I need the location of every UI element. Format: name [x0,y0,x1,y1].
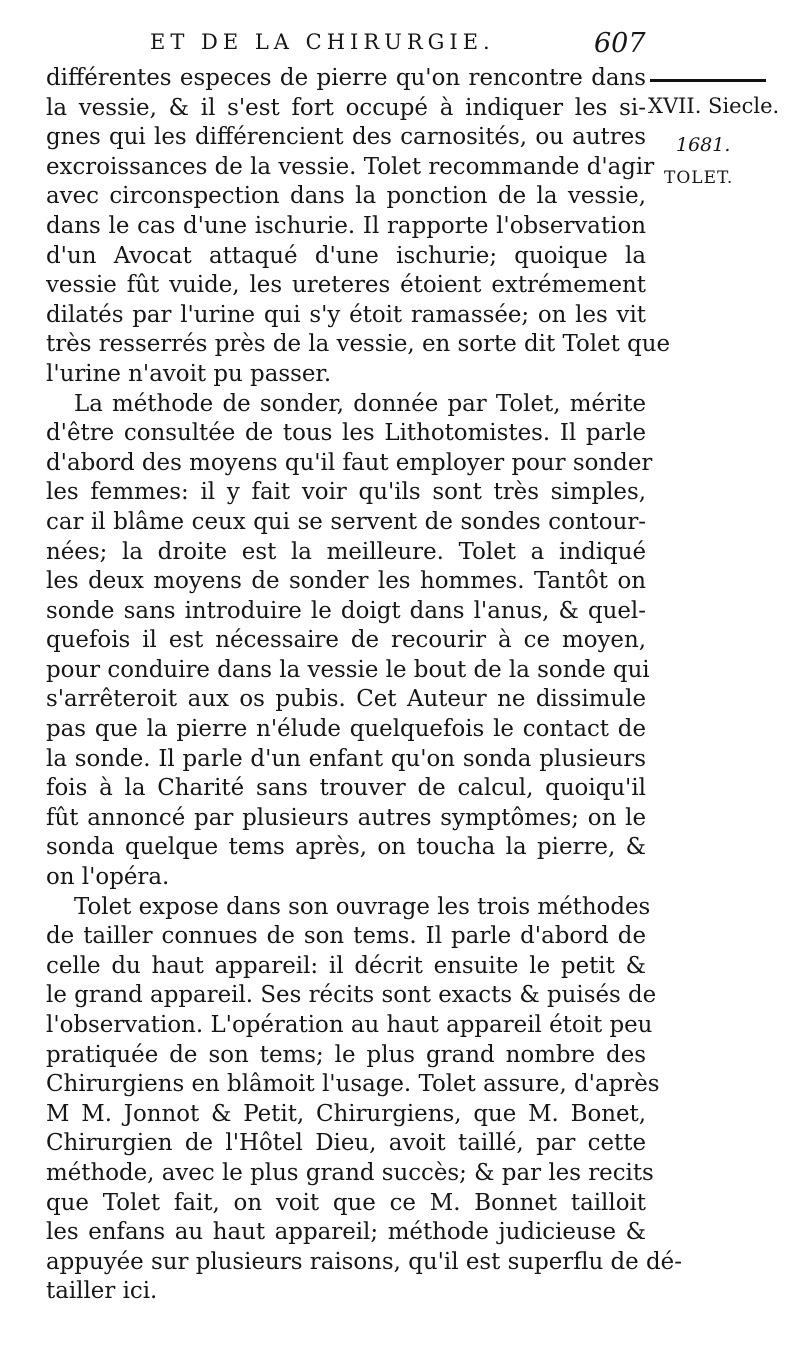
text-line: très resserrés près de la vessie, en sorte dit Tolet que [46,331,671,358]
text-line: sonde sans introduire le doigt dans l'anus, & quel- [46,597,646,624]
text-line: M M. Jonnot & Petit, Chirurgiens, que M. Bonet, [46,1100,646,1127]
text-line: pas que la pierre n'élude quelquefois le contact de [46,716,646,743]
text-line: dans le cas d'une ischurie. Il rapporte l'observation [46,212,646,239]
text-line: que Tolet fait, on voit que ce M. Bonnet tailloit [46,1189,646,1216]
text-line: on l'opéra. [46,864,170,891]
text-line: les enfans au haut appareil; méthode judicieuse & [46,1219,646,1246]
text-line: nées; la droite est la meilleure. Tolet a indiqué [46,538,646,565]
paragraph [46,390,653,893]
body-text [46,64,682,1307]
text-line: de tailler connues de son tems. Il parle d'abord de [46,923,646,950]
paragraph [46,64,671,390]
text-line: Chirurgiens en blâmoit l'usage. Tolet assure, d'après [46,1071,660,1098]
text-line: car il blâme ceux qui se servent de sondes contour- [46,508,646,535]
margin-note-year: 1681. [676,134,731,156]
text-line: quefois il est nécessaire de recourir à ce moyen, [46,627,646,654]
text-line: d'un Avocat attaqué d'une ischurie; quoique la [46,242,646,269]
running-title: ET DE LA CHIRURGIE. [150,30,495,54]
text-line: les femmes: il y fait voir qu'ils sont très simples, [46,479,646,506]
text-line: différentes especes de pierre qu'on rencontre dans [46,65,646,91]
text-line: fût annoncé par plusieurs autres symptômes; on le [46,804,646,831]
text-line: vessie fût vuide, les ureteres étoient extrémement [46,272,646,299]
margin-note-century: XVII. Siecle. [648,94,780,118]
text-line: Chirurgien de l'Hôtel Dieu, avoit taillé, par cette [46,1130,646,1157]
page-number: 607 [594,28,646,59]
text-line: gnes qui les différencient des carnosités, ou autres [46,124,646,151]
text-line: Tolet expose dans son ouvrage les trois méthodes [74,893,651,920]
text-line: celle du haut appareil: il décrit ensuite le petit & [46,952,646,979]
text-line: fois à la Charité sans trouver de calcul, quoiqu'il [46,775,646,802]
text-line: sonda quelque tems après, on toucha la pierre, & [46,834,646,861]
text-line: la vessie, & il s'est fort occupé à indiquer les si- [46,94,646,121]
text-line: l'observation. L'opération au haut appareil étoit peu [46,1012,653,1038]
text-line: s'arrêteroit aux os pubis. Cet Auteur ne dissimule [46,686,646,713]
margin-note-author: TOLET. [664,168,734,188]
text-line: dilatés par l'urine qui s'y étoit ramassée; on les vit [46,301,646,328]
text-line: les deux moyens de sonder les hommes. Tantôt on [46,568,646,595]
text-line: la sonde. Il parle d'un enfant qu'on sonda plusieurs [46,745,646,772]
text-line: le grand appareil. Ses récits sont exacts & puisés de [46,982,657,1009]
text-line: pour conduire dans la vessie le bout de la sonde qui [46,656,650,683]
margin-rule [650,79,766,82]
text-line: pratiquée de son tems; le plus grand nombre des [46,1041,646,1068]
paragraph [46,893,682,1307]
text-line: excroissances de la vessie. Tolet recommande d'agir [46,153,655,180]
text-line: l'urine n'avoit pu passer. [46,360,332,387]
text-line: La méthode de sonder, donnée par Tolet, mérite [74,390,646,417]
text-line: tailler ici. [46,1278,158,1305]
text-line: appuyée sur plusieurs raisons, qu'il est superflu de dé- [46,1248,682,1275]
text-line: méthode, avec le plus grand succès; & par les recits [46,1159,654,1186]
text-line: avec circonspection dans la ponction de la vessie, [46,183,646,210]
text-line: d'être consultée de tous les Lithotomistes. Il parle [46,420,646,447]
text-line: d'abord des moyens qu'il faut employer pour sonder [46,449,653,476]
